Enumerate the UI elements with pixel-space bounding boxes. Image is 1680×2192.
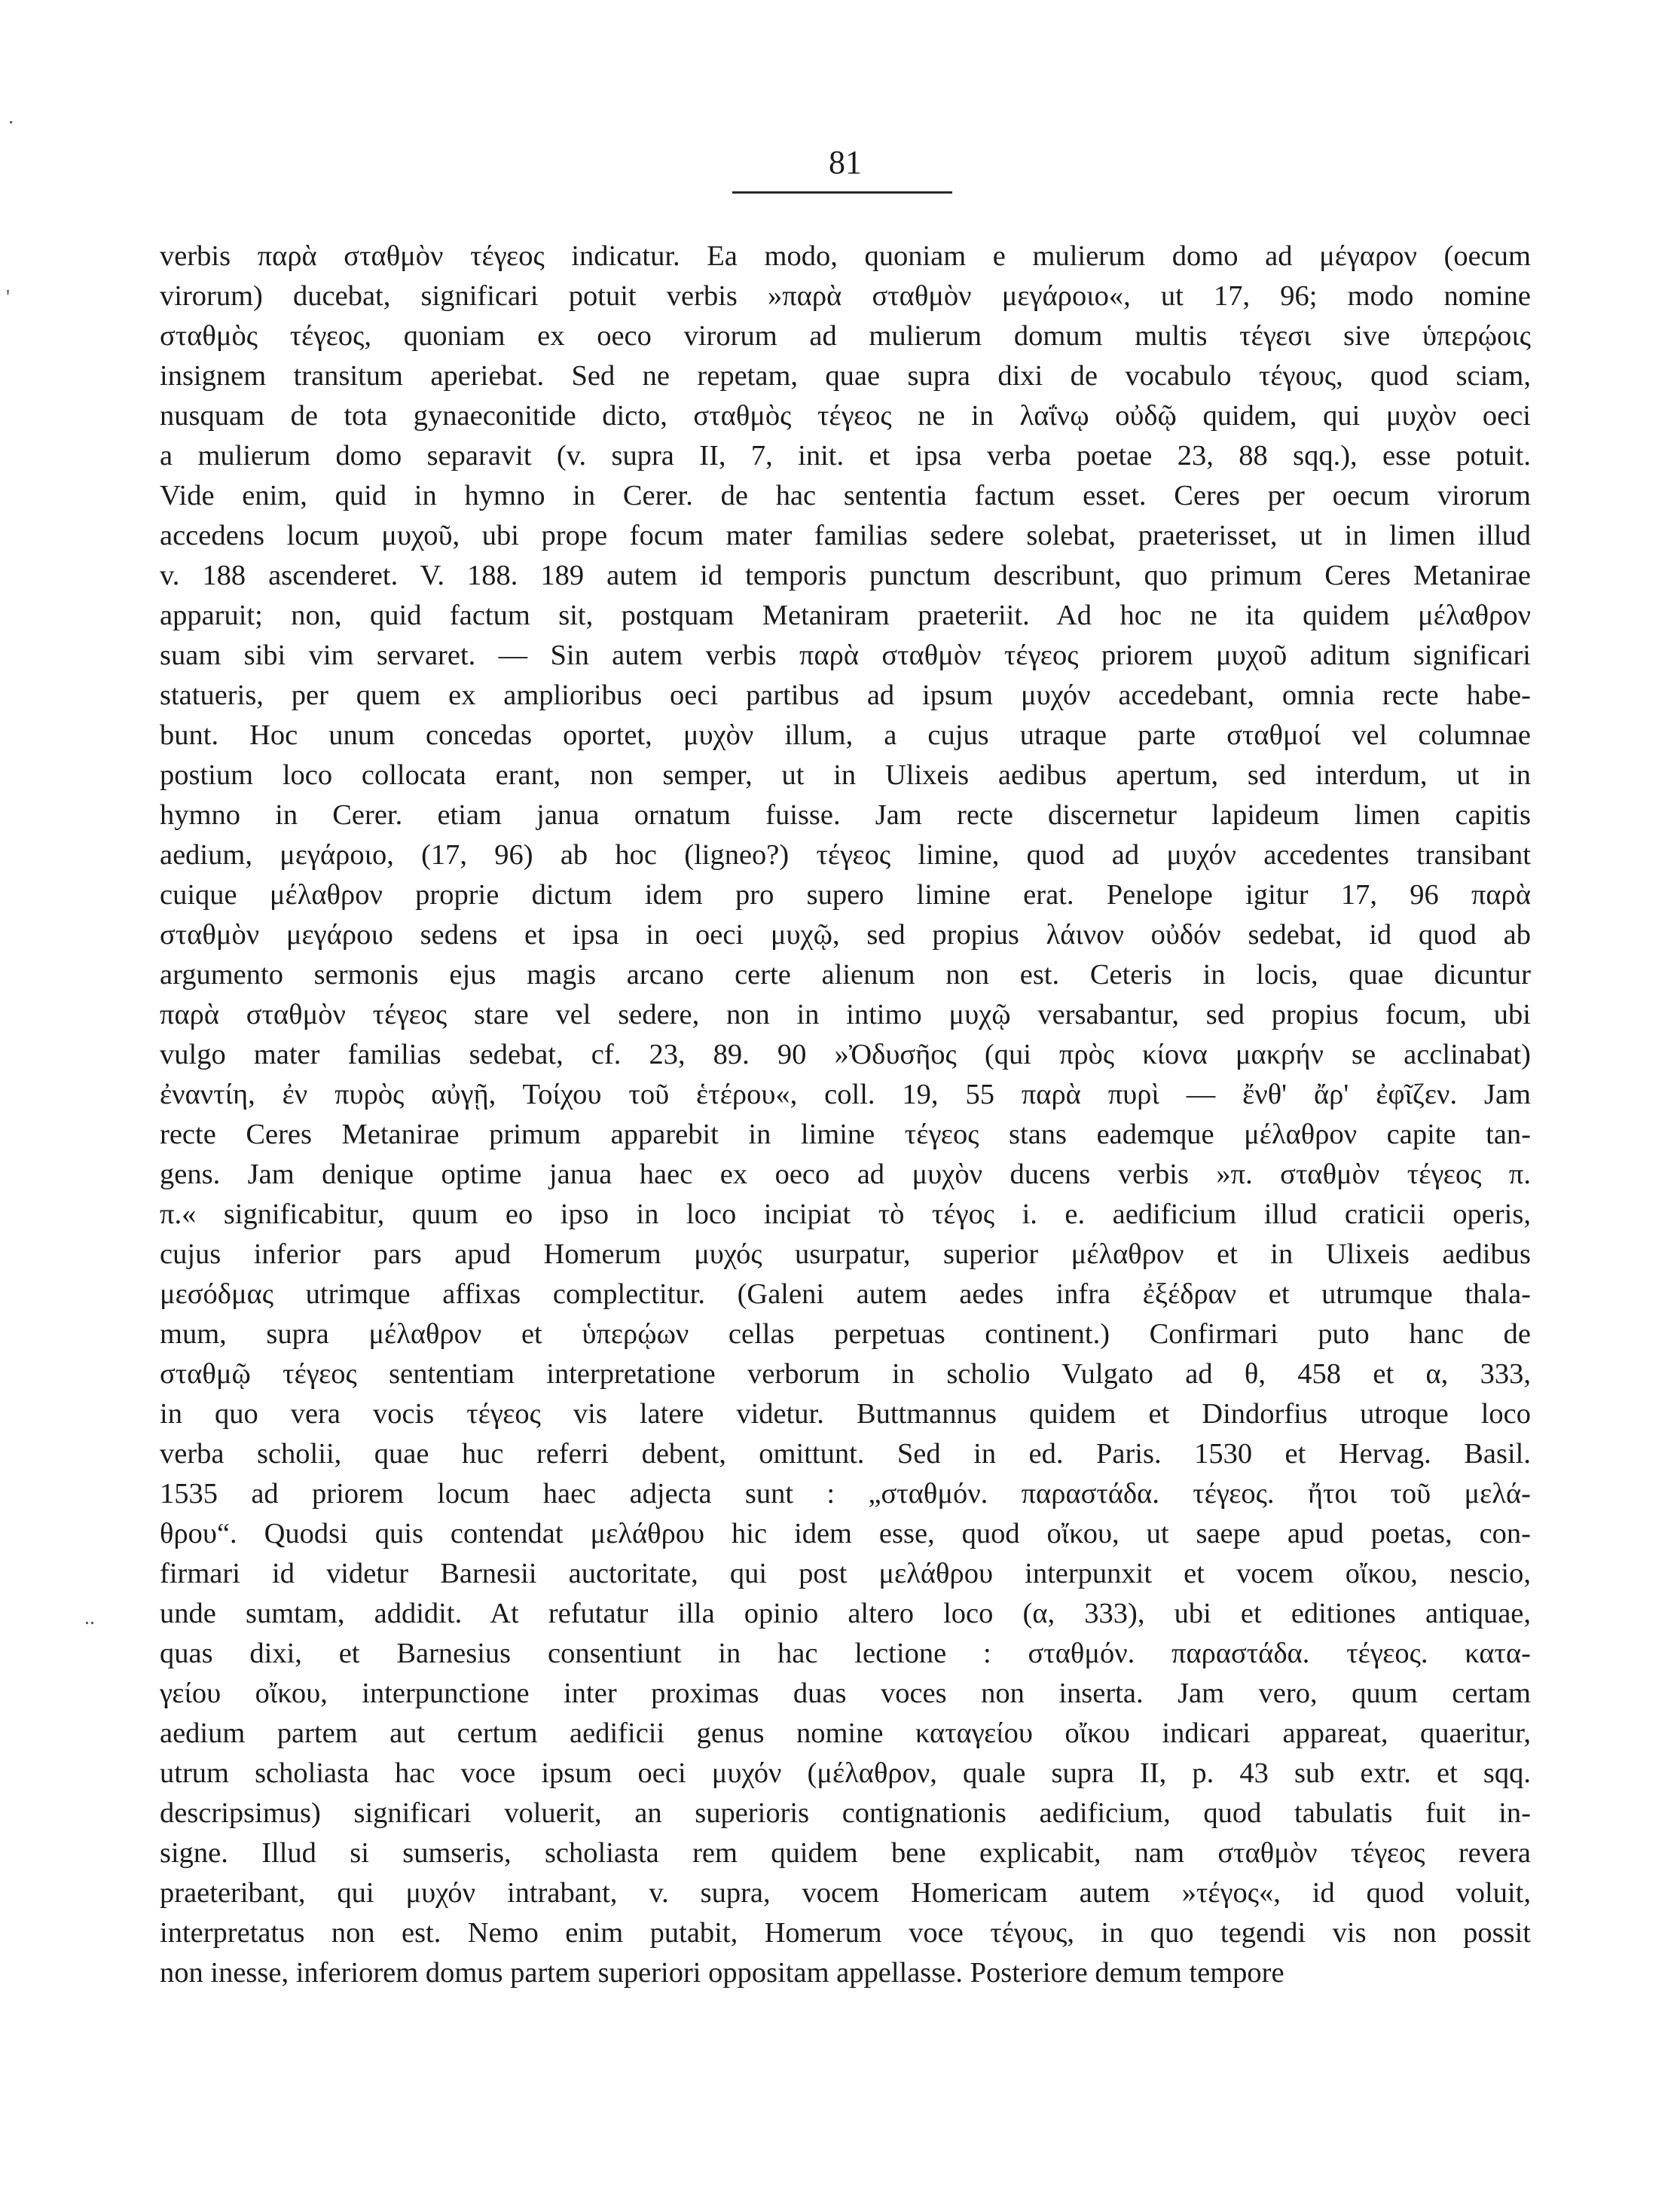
text-line: σταθμῷ τέγεος sententiam interpretatione verborum in scholio Vulgato ad θ, 458 et α, 333, (160, 1358, 1531, 1390)
text-line: verba scholii, quae huc referri debent, omittunt. Sed in ed. Paris. 1530 et Hervag. Basil. (160, 1438, 1531, 1470)
text-line: cuique μέλαθρον proprie dictum idem pro supero limine erat. Penelope igitur 17, 96 παρὰ (160, 879, 1531, 911)
text-line: signe. Illud si sumseris, scholiasta rem quidem bene explicabit, nam σταθμὸν τέγεος revera (160, 1837, 1531, 1869)
text-line: virorum) ducebat, significari potuit verbis »παρὰ σταθμὸν μεγάροιο«, ut 17, 96; modo nomine (160, 280, 1531, 312)
text-line: verbis παρὰ σταθμὸν τέγεος indicatur. Ea modo, quoniam e mulierum domo ad μέγαρον (oecum (160, 240, 1531, 272)
text-line: postium loco collocata erant, non semper, ut in Ulixeis aedibus apertum, sed interdum, ut in (160, 759, 1531, 791)
text-line: interpretatus non est. Nemo enim putabit, Homerum voce τέγους, in quo tegendi vis non possit (160, 1917, 1531, 1949)
text-line: a mulierum domo separavit (v. supra II, 7, init. et ipsa verba poetae 23, 88 sqq.), esse potuit. (160, 440, 1531, 472)
text-line: praeteribant, qui μυχόν intrabant, v. supra, vocem Homericam autem »τέγος«, id quod voluit, (160, 1877, 1531, 1909)
scan-speck: ' (6, 286, 11, 310)
text-line: nusquam de tota gynaeconitide dicto, σταθμὸς τέγεος ne in λαΐνῳ οὐδῷ quidem, qui μυχὸν oeci (160, 400, 1531, 432)
text-line: v. 188 ascenderet. V. 188. 189 autem id temporis punctum describunt, quo primum Ceres Metanirae (160, 560, 1531, 591)
text-line: argumento sermonis ejus magis arcano certe alienum non est. Ceteris in locis, quae dicuntur (160, 959, 1531, 991)
text-line: unde sumtam, addidit. At refutatur illa opinio altero loco (α, 333), ubi et editiones antiquae, (160, 1598, 1531, 1629)
text-line: σταθμὸν μεγάροιο sedens et ipsa in oeci μυχῷ, sed propius λάινον οὐδόν sedebat, id quod ab (160, 919, 1531, 951)
text-line: Vide enim, quid in hymno in Cerer. de hac sententia factum esset. Ceres per oecum virorum (160, 480, 1531, 511)
text-line: accedens locum μυχοῦ, ubi prope focum mater familias sedere solebat, praeterisset, ut in limen illud (160, 520, 1531, 551)
text-line: quas dixi, et Barnesius consentiunt in hac lectione : σταθμόν. παραστάδα. τέγεος. κατα- (160, 1638, 1531, 1669)
text-line: 1535 ad priorem locum haec adjecta sunt : „σταθμόν. παραστάδα. τέγεος. ἤτοι τοῦ μελά- (160, 1478, 1531, 1510)
text-line: μεσόδμας utrimque affixas complectitur. (Galeni autem aedes infra ἐξέδραν et utrumque thala- (160, 1278, 1531, 1310)
header-rule (732, 191, 952, 194)
text-line: bunt. Hoc unum concedas oportet, μυχὸν illum, a cujus utraque parte σταθμοί vel columnae (160, 719, 1531, 751)
text-line: statueris, per quem ex amplioribus oeci partibus ad ipsum μυχόν accedebant, omnia recte habe- (160, 679, 1531, 711)
text-line: in quo vera vocis τέγεος vis latere videtur. Buttmannus quidem et Dindorfius utroque loco (160, 1398, 1531, 1430)
text-line: suam sibi vim servaret. — Sin autem verbis παρὰ σταθμὸν τέγεος priorem μυχοῦ aditum significari (160, 640, 1531, 671)
text-line: recte Ceres Metanirae primum apparebit in limine τέγεος stans eademque μέλαθρον capite tan- (160, 1119, 1531, 1150)
text-line: descripsimus) significari voluerit, an superioris contignationis aedificium, quod tabulatis fuit in- (160, 1797, 1531, 1829)
text-line: insignem transitum aperiebat. Sed ne repetam, quae supra dixi de vocabulo τέγους, quod sciam, (160, 360, 1531, 392)
text-line: mum, supra μέλαθρον et ὑπερῴων cellas perpetuas continent.) Confirmari puto hanc de (160, 1318, 1531, 1350)
text-line: gens. Jam denique optime janua haec ex oeco ad μυχὸν ducens verbis »π. σταθμὸν τέγεος π. (160, 1159, 1531, 1190)
scan-speck: .. (84, 1606, 95, 1629)
text-line: θρου“. Quodsi quis contendat μελάθρου hic idem esse, quod οἴκου, ut saepe apud poetas, con- (160, 1518, 1531, 1549)
text-line: γείου οἴκου, interpunctione inter proximas duas voces non inserta. Jam vero, quum certam (160, 1678, 1531, 1709)
page-number: 81 (829, 144, 862, 181)
text-line: cujus inferior pars apud Homerum μυχός usurpatur, superior μέλαθρον et in Ulixeis aedibus (160, 1238, 1531, 1270)
text-line: π.« significabitur, quum eo ipso in loco incipiat τὸ τέγος i. e. aedificium illud craticii operis, (160, 1198, 1531, 1230)
text-line: hymno in Cerer. etiam janua ornatum fuisse. Jam recte discernetur lapideum limen capitis (160, 799, 1531, 831)
text-line: apparuit; non, quid factum sit, postquam Metaniram praeteriit. Ad hoc ne ita quidem μέλαθρον (160, 600, 1531, 631)
text-line: firmari id videtur Barnesii auctoritate, qui post μελάθρου interpunxit et vocem οἴκου, nescio, (160, 1558, 1531, 1589)
text-line: utrum scholiasta hac voce ipsum oeci μυχόν (μέλαθρον, quale supra II, p. 43 sub extr. et sqq. (160, 1757, 1531, 1789)
body-text (160, 237, 1531, 1993)
text-line: non inesse, inferiorem domus partem superiori oppositam appellasse. Posteriore demum tempore (160, 1957, 1284, 1989)
text-line: σταθμὸς τέγεος, quoniam ex oeco virorum ad mulierum domum multis τέγεσι sive ὑπερῴοις (160, 320, 1531, 352)
text-line: vulgo mater familias sedebat, cf. 23, 89. 90 »Ὀδυσῆος (qui πρὸς κίονα μακρήν se acclinabat) (160, 1039, 1531, 1070)
text-line: παρὰ σταθμὸν τέγεος stare vel sedere, non in intimo μυχῷ versabantur, sed propius focum, ubi (160, 999, 1531, 1030)
scan-speck: · (8, 111, 15, 135)
text-line: ἐναντίη, ἐν πυρὸς αὐγῇ, Τοίχου τοῦ ἑτέρου«, coll. 19, 55 παρὰ πυρὶ — ἔνθ' ἄρ' ἐφῖζεν. Jam (160, 1079, 1531, 1110)
text-line: aedium, μεγάροιο, (17, 96) ab hoc (ligneo?) τέγεος limine, quod ad μυχόν accedentes transibant (160, 839, 1531, 871)
text-line: aedium partem aut certum aedificii genus nomine καταγείου οἴκου indicari appareat, quaeritur, (160, 1717, 1531, 1749)
